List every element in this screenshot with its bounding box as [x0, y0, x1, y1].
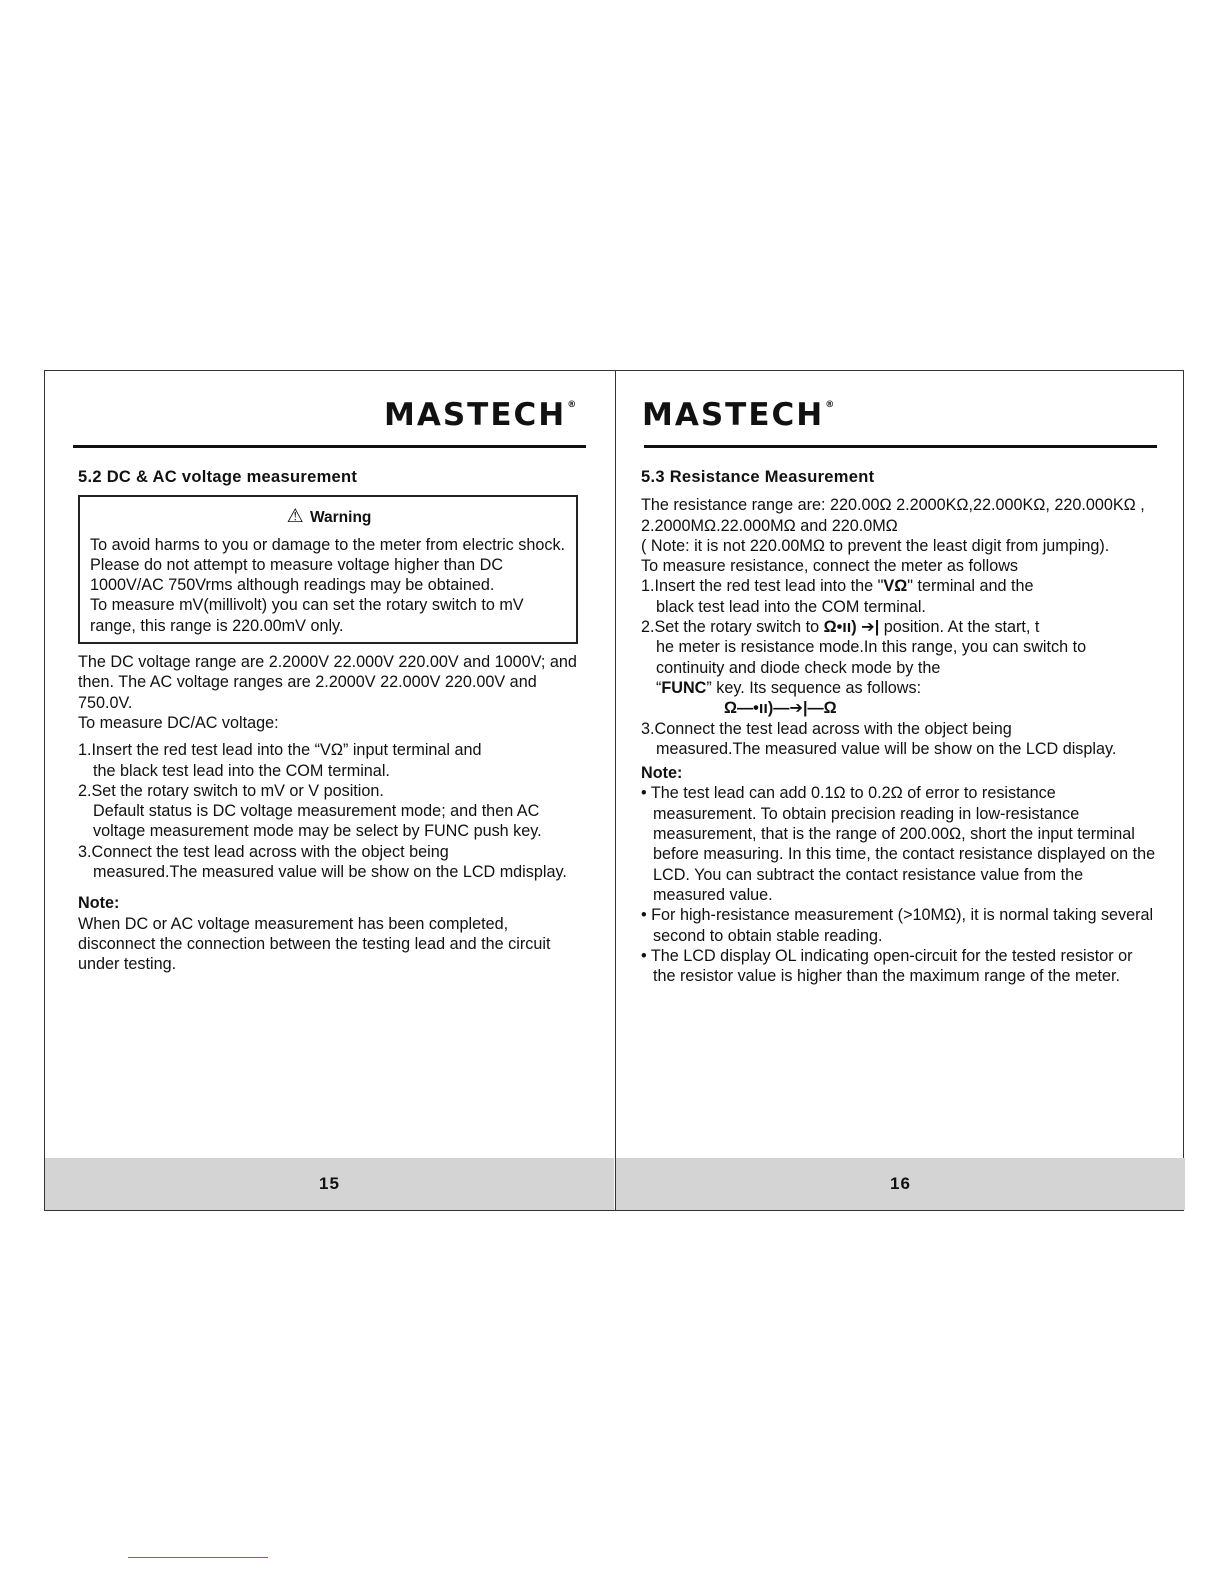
section-heading: 5.2 DC & AC voltage measurement	[78, 468, 358, 486]
note-label: Note:	[78, 894, 120, 913]
rotary-symbols: Ω•ıı) ➔|	[823, 618, 880, 637]
step-text: 2.Set the rotary switch to Ω•ıı) ➔| position. At the start, t	[641, 618, 1040, 637]
step-text: “FUNC” key. Its sequence as follows:	[656, 678, 922, 697]
page-content	[641, 467, 1156, 986]
brand-logo: MASTECH®	[384, 397, 579, 433]
note-text: When DC or AC voltage measurement has been completed, disconnect the connection between the testing lead and the circuit under testing.	[78, 914, 551, 974]
page-right	[616, 371, 1185, 1210]
warning-paragraph: To measure mV(millivolt) you can set the rotary switch to mV range, this range is 220.00mV only.	[90, 596, 524, 635]
page-number: 16	[890, 1174, 911, 1193]
page-content	[78, 467, 578, 975]
step-text: 2.Set the rotary switch to mV or V position.	[78, 781, 384, 800]
mode-sequence: Ω—•ıı)—➔|—Ω	[724, 699, 837, 718]
step-text: 1.Insert the red test lead into the “VΩ” input terminal and	[78, 741, 482, 760]
step-text: Default status is DC voltage measurement mode; and then AC voltage measurement mode may be select by FUNC push key.	[93, 802, 542, 841]
resistance-ranges: The resistance range are: 220.00Ω 2.2000KΩ,22.000KΩ, 220.000KΩ , 2.2000MΩ.22.000MΩ and 220.0MΩ	[641, 496, 1145, 535]
page-number: 15	[319, 1174, 340, 1193]
page-left	[45, 371, 614, 1210]
page-footer	[616, 1158, 1185, 1210]
note-label: Note:	[641, 764, 683, 783]
warning-title: ⚠ Warning	[286, 506, 372, 528]
to-measure-text: To measure resistance, connect the meter as follows	[641, 557, 1018, 576]
warning-box	[78, 495, 578, 644]
step-text: measured.The measured value will be show on the LCD mdisplay.	[93, 863, 567, 882]
header-rule	[73, 445, 586, 448]
warning-triangle-icon: ⚠	[286, 506, 304, 528]
step-text: black test lead into the COM terminal.	[656, 597, 926, 616]
to-measure-text: To measure DC/AC voltage:	[78, 713, 279, 732]
step-text: 3.Connect the test lead across with the object being	[78, 842, 449, 861]
step-text: he meter is resistance mode.In this range, you can switch to continuity and diode check mode by the	[656, 638, 1087, 677]
voltage-ranges: The DC voltage range are 2.2000V 22.000V 220.00V and 1000V; and then. The AC voltage ranges are 2.2000V 22.000V 220.00V and 750.0V.	[78, 653, 577, 712]
header-rule	[644, 445, 1157, 448]
bottom-link-underline	[128, 1557, 268, 1558]
step-text: the black test lead into the COM terminal.	[93, 761, 390, 780]
manual-spread	[44, 370, 1184, 1211]
note-bullet: • For high-resistance measurement (>10MΩ), it is normal taking several second to obtain stable reading.	[641, 906, 1154, 945]
range-note: ( Note: it is not 220.00MΩ to prevent the least digit from jumping).	[641, 536, 1110, 555]
note-bullet: • The test lead can add 0.1Ω to 0.2Ω of error to resistance measurement. To obtain precision reading in low-resistance measurement, that is the range of 200.00Ω, short the input terminal before measuring. In this time, the contact resistance displayed on the LCD. You can subtract the contact resistance value from the measured value.	[641, 784, 1156, 904]
step-text: 3.Connect the test lead across with the object being	[641, 719, 1012, 738]
brand-logo: MASTECH®	[642, 397, 837, 433]
page-footer	[45, 1158, 614, 1210]
section-heading: 5.3 Resistance Measurement	[641, 468, 875, 486]
warning-paragraph: To avoid harms to you or damage to the meter from electric shock. Please do not attempt to measure voltage higher than DC 1000V/AC 750Vrms although readings may be obtained.	[90, 535, 566, 595]
step-text: 1.Insert the red test lead into the "VΩ" terminal and the	[641, 577, 1034, 596]
note-bullet: • The LCD display OL indicating open-circuit for the tested resistor or the resistor value is higher than the maximum range of the meter.	[641, 946, 1133, 986]
step-text: measured.The measured value will be show on the LCD display.	[656, 739, 1117, 758]
